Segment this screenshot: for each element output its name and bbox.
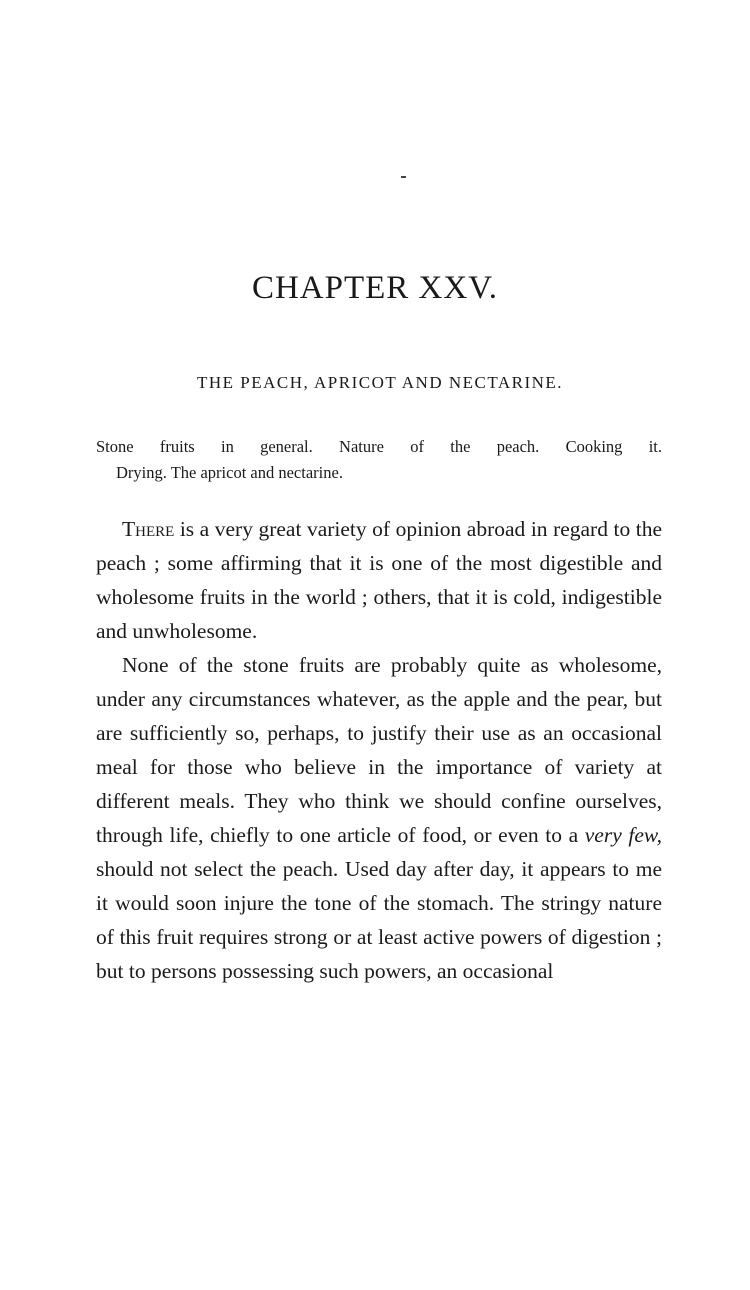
chapter-synopsis [96, 434, 662, 486]
lead-word: There [122, 517, 175, 541]
emphasis: very few, [584, 823, 662, 847]
synopsis-line-1: Stone fruits in general. Nature of the peach. Cooking it. [96, 437, 662, 456]
paragraph-1 [96, 512, 662, 648]
paragraph-2 [96, 648, 662, 988]
paragraph-1-text: is a very great variety of opinion abroad in regard to the peach ; some affirming that it is one of the most digestible and wholesome fruits in the world ; others, that it is cold, indigestible and unwholesome. [96, 517, 662, 643]
synopsis-line-2: Drying. The apricot and nectarine. [116, 463, 343, 482]
body-text [96, 512, 662, 988]
chapter-title: CHAPTER XXV. [251, 270, 499, 306]
print-speck [401, 176, 406, 178]
chapter-subtitle: THE PEACH, APRICOT AND NECTARINE. [196, 373, 564, 392]
paragraph-2-text-a: None of the stone fruits are probably quite as wholesome, under any circumstances whatever, as the apple and the pear, but are sufficiently so, perhaps, to justify their use as an occasional meal for those who believe in the importance of variety at different meals. They who think we should confine ourselves, through life, chiefly to one article of food, or even to a [96, 653, 662, 847]
paragraph-2-text-b: should not select the peach. Used day after day, it appears to me it would soon injure the tone of the stomach. The stringy nature of this fruit requires strong or at least active powers of digestion ; but to persons possessing such powers, an occasional [96, 857, 662, 983]
